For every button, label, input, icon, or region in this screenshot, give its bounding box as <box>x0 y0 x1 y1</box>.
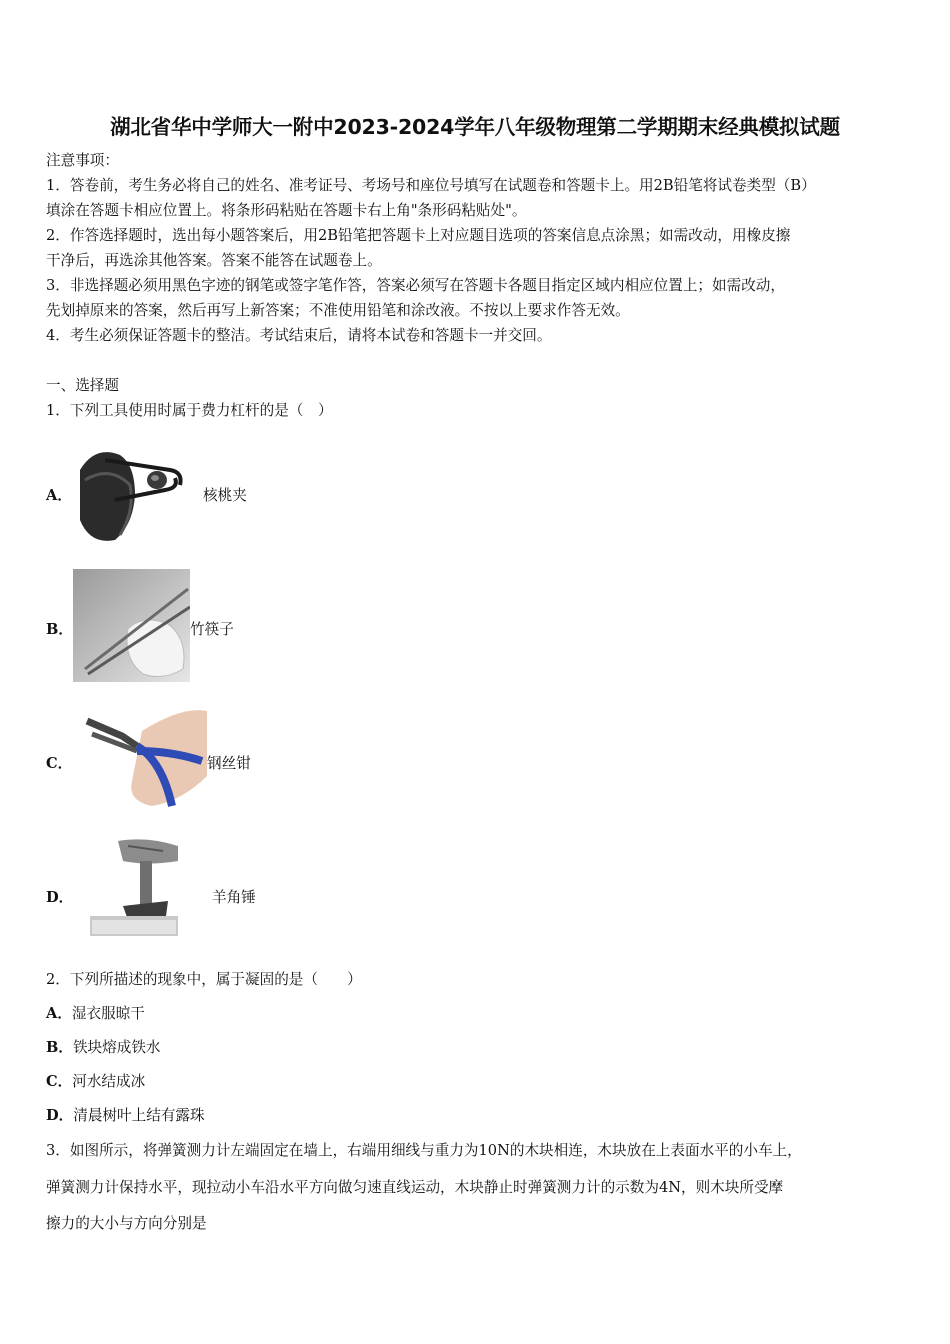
option-b-text: 竹筷子 <box>190 621 234 638</box>
option-a-text: 核桃夹 <box>203 487 247 504</box>
notice-line: 4．考生必须保证答题卡的整洁。考试结束后，请将本试卷和答题卡一并交回。 <box>46 327 552 344</box>
pliers-photo <box>82 706 207 810</box>
option-d-text: 羊角锤 <box>212 889 256 906</box>
option-c-letter: C． <box>46 755 73 772</box>
question-1-stem: 1．下列工具使用时属于费力杠杆的是（ ） <box>46 402 333 419</box>
q2-option-c-text: 河水结成冰 <box>72 1073 146 1090</box>
q2-option-a-letter: A． <box>46 1005 72 1022</box>
notice-line: 先划掉原来的答案，然后再写上新答案；不准使用铅笔和涂改液。不按以上要求作答无效。 <box>46 302 630 319</box>
q2-option-c-letter: C． <box>46 1073 73 1090</box>
notice-line: 干净后，再选涂其他答案。答案不能答在试题卷上。 <box>46 252 382 269</box>
claw-hammer-photo <box>88 836 182 940</box>
question-3-line: 擦力的大小与方向分别是 <box>46 1215 207 1232</box>
question-3-line: 弹簧测力计保持水平，现拉动小车沿水平方向做匀速直线运动，木块静止时弹簧测力计的示数为4N，则木块所受摩 <box>46 1179 784 1196</box>
q2-option-b-text: 铁块熔成铁水 <box>72 1039 161 1056</box>
notice-line: 1．答卷前，考生务必将自己的姓名、准考证号、考场号和座位号填写在试题卷和答题卡上。用2B铅笔将试卷类型（B） <box>46 177 816 194</box>
q2-option-c <box>46 1071 145 1093</box>
notice-heading: 注意事项： <box>46 152 119 169</box>
question-3-line: 3．如图所示，将弹簧测力计左端固定在墙上，右端用细线与重力为10N的木块相连，木块放在上表面水平的小车上， <box>46 1142 802 1159</box>
q2-option-d <box>46 1105 205 1127</box>
option-b-letter: B． <box>46 621 73 638</box>
notice-line: 2．作答选择题时，选出每小题答案后，用2B铅笔把答题卡上对应题目选项的答案信息点涂黑；如需改动，用橡皮擦 <box>46 227 791 244</box>
q2-option-a <box>46 1003 145 1025</box>
nutcracker-photo <box>75 440 185 548</box>
q2-option-d-letter: D． <box>46 1107 74 1124</box>
q2-option-d-text: 清晨树叶上结有露珠 <box>73 1107 205 1124</box>
chopsticks-photo <box>73 569 190 682</box>
question-2-stem: 2．下列所描述的现象中，属于凝固的是（ ） <box>46 971 362 988</box>
option-c-text: 钢丝钳 <box>207 755 251 772</box>
notice-line: 填涂在答题卡相应位置上。将条形码粘贴在答题卡右上角"条形码粘贴处"。 <box>46 202 527 219</box>
q2-option-b <box>46 1037 161 1059</box>
option-a-letter: A． <box>46 487 72 504</box>
option-d-letter: D． <box>46 889 74 906</box>
q2-option-b-letter: B． <box>46 1039 73 1056</box>
notice-line: 3．非选择题必须用黑色字迹的钢笔或签字笔作答，答案必须写在答题卡各题目指定区域内相应位置上；如需改动， <box>46 277 785 294</box>
q2-option-a-text: 湿衣服晾干 <box>71 1005 145 1022</box>
section-heading: 一、选择题 <box>46 377 119 394</box>
page-title: 湖北省华中学师大一附中2023-2024学年八年级物理第二学期期末经典模拟试题 <box>110 115 840 139</box>
